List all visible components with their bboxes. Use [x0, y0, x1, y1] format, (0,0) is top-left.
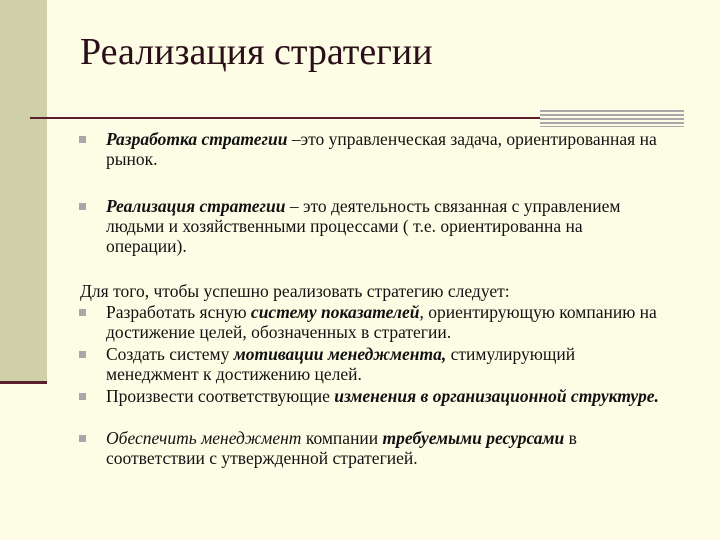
striped-decor-block [540, 110, 684, 127]
left-decor-line [0, 381, 47, 384]
square-bullet-icon [79, 393, 86, 400]
square-bullet-icon [79, 203, 86, 210]
square-bullet-icon [79, 136, 86, 143]
left-decor-bar [0, 0, 47, 383]
title-divider [30, 117, 540, 119]
step-3: Произвести соответствующие изменения в организационной структуре. [106, 386, 666, 406]
step-2: Создать систему мотивации менеджмента, стимулирующий менеджмент к достижению целей. [106, 344, 666, 384]
point-2: Реализация стратегии – это деятельность связанная с управлением людьми и хозяйственными процессами ( т.е. ориентированна на операции). [106, 196, 666, 256]
intro-text: Для того, чтобы успешно реализовать стратегию следует: [80, 281, 510, 301]
square-bullet-icon [79, 309, 86, 316]
step-4: Обеспечить менеджмент компании требуемыми ресурсами в соответствии с утвержденной стратегией. [106, 428, 666, 468]
slide-title: Реализация стратегии [80, 31, 433, 73]
point-1: Разработка стратегии –это управленческая задача, ориентированная на рынок. [106, 129, 666, 169]
square-bullet-icon [79, 351, 86, 358]
step-1: Разработать ясную систему показателей, ориентирующую компанию на достижение целей, обозначенных в стратегии. [106, 302, 666, 342]
square-bullet-icon [79, 435, 86, 442]
